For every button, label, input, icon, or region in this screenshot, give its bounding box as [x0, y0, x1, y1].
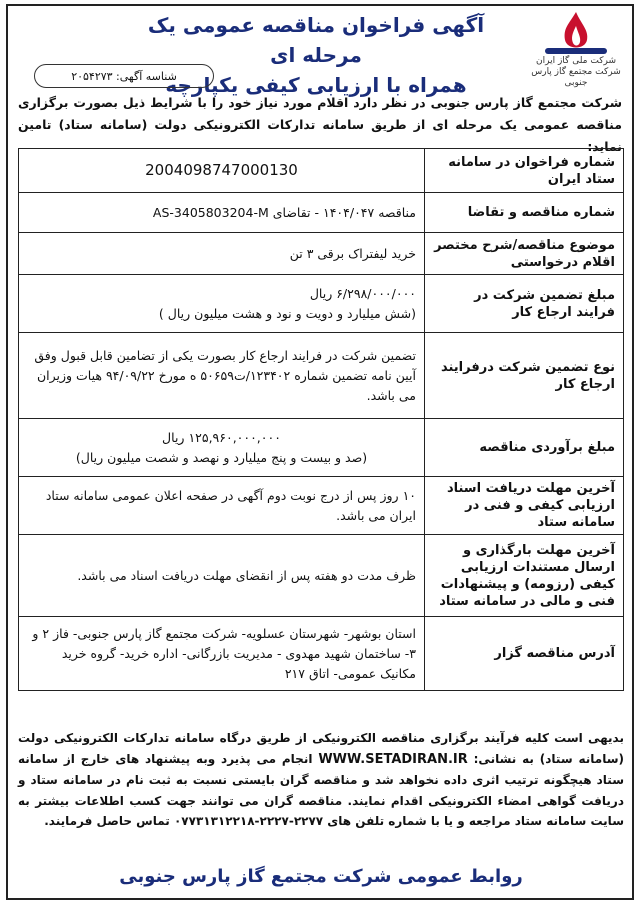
row-label: آدرس مناقصه گزار — [425, 617, 624, 691]
gas-flame-logo-icon — [539, 10, 613, 56]
ad-id-label: شناسه آگهی: — [116, 70, 177, 83]
row-label: مبلغ برآوردی مناقصه — [425, 419, 624, 477]
footer-text-part-2: انجام می پذیرد وبه پیشنهاد های خارج از سامانه ستاد هیچگونه ترتیب اثری داده نخواهد شد و مناقصه گران بایستی نسبت به ثبت نام در سامانه ستاد و دریافت گواهی امضاء الکترونیکی اقدام نمایند. مناقصه گران می توانند جهت کسب اطلاعات بیشتر به سایت سامانه ستاد مراجعه و یا با شماره تلفن های ۲۲۷۷-۲۲۲۷-۰۷۷۳۱۳۱۲۲۱۸ تماس حاصل فرمایند. — [18, 751, 624, 828]
title-line-1: آگهی فراخوان مناقصه عمومی یک مرحله ای — [147, 13, 485, 67]
row-label: مبلغ تضمین شرکت در فرایند ارجاع کار — [425, 275, 624, 333]
row-label: نوع تضمین شرکت درفرایند ارجاع کار — [425, 333, 624, 419]
table-row — [19, 419, 624, 477]
logo-line-2: شرکت مجتمع گاز پارس جنوبی — [531, 67, 621, 88]
call-number-value: 2004098747000130 — [19, 149, 425, 193]
row-label: موضوع مناقصه/شرح مختصر اقلام درخواستی — [425, 233, 624, 275]
table-row — [19, 275, 624, 333]
upload-deadline-value: ظرف مدت دو هفته پس از انقضای مهلت دریافت اسناد می باشد. — [19, 535, 425, 617]
tender-number-value: مناقصه ۱۴۰۴/۰۴۷ - تقاضای AS-3405803204-M — [19, 193, 425, 233]
table-row — [19, 193, 624, 233]
ad-id-badge — [34, 64, 214, 88]
document-deadline-value: ۱۰ روز پس از درج نوبت دوم آگهی در صفحه اعلان عمومی سامانه ستاد ایران می باشد. — [19, 477, 425, 535]
row-label: آخرین مهلت دریافت اسناد ارزیابی کیفی و فنی در سامانه ستاد — [425, 477, 624, 535]
footer-text-part-1: بدیهی است کلیه فرآیند برگزاری مناقصه الکترونیکی از طریق درگاه سامانه تدارکات الکترونیکی دولت (سامانه ستاد) به نشانی: — [18, 731, 624, 766]
estimate-number: ۱۲۵,۹۶۰,۰۰۰,۰۰۰ ریال — [162, 429, 281, 445]
guarantee-amount-value — [19, 275, 425, 333]
notice-header — [8, 8, 628, 97]
table-row — [19, 617, 624, 691]
table-row — [19, 477, 624, 535]
title-line-2: همراه با ارزیابی کیفی یکپارچه — [165, 73, 467, 97]
guarantee-amount-words: (شش میلیارد و دویت و نود و هشت میلیون ریال ) — [158, 305, 416, 321]
footer-paragraph — [18, 728, 624, 832]
estimate-value — [19, 419, 425, 477]
row-label: شماره فراخوان در سامانه ستاد ایران — [425, 149, 624, 193]
intro-paragraph: شرکت مجتمع گاز پارس جنوبی در نظر دارد اقلام مورد نیاز خود را با شرایط ذیل بصورت برگزاری مناقصه عمومی یک مرحله ای از طریق سامانه تدارکات الکترونیکی دولت (سامانه ستاد) تامین نماید: — [18, 95, 622, 154]
company-logo — [528, 10, 624, 86]
table-row — [19, 535, 624, 617]
public-relations-signature: روابط عمومی شرکت مجتمع گاز پارس جنوبی — [119, 866, 523, 887]
guarantee-amount-number: ۶/۲۹۸/۰۰۰/۰۰۰ ریال — [309, 285, 416, 301]
table-row — [19, 149, 624, 193]
row-label: شماره مناقصه و تقاضا — [425, 193, 624, 233]
table-row — [19, 233, 624, 275]
logo-line-1: شرکت ملی گاز ایران — [536, 56, 616, 66]
ad-id-value: ۲۰۵۴۲۷۳ — [71, 70, 113, 83]
guarantee-type-value: تضمین شرکت در فرایند ارجاع کار بصورت یکی از تضامین قابل قبول وفق آیین نامه تضمین شماره ۱۲۳۴۰۲/ت۵۰۶۵۹ ه مورخ ۹۴/۰۹/۲۲ هیات وزیران می باشد. — [19, 333, 425, 419]
table-row — [19, 333, 624, 419]
subject-value: خرید لیفتراک برقی ۳ تن — [19, 233, 425, 275]
website-link[interactable]: WWW.SETADIRAN.IR — [318, 751, 468, 767]
row-label: آخرین مهلت بارگذاری و ارسال مستندات ارزیابی کیفی (رزومه) و پیشنهادات فنی و مالی در سامانه ستاد — [425, 535, 624, 617]
tender-details-table — [18, 148, 624, 691]
address-value: استان بوشهر- شهرستان عسلویه- شرکت مجتمع گاز پارس جنوبی- فاز ۲ و ۳- ساختمان شهید مهدوی - مدیریت بازرگانی- اداره خرید- گروه خرید مکانیک عمومی- اتاق ۲۱۷ — [19, 617, 425, 691]
estimate-words: (صد و بیست و پنج میلیارد و نهصد و شصت میلیون ریال) — [75, 449, 368, 465]
